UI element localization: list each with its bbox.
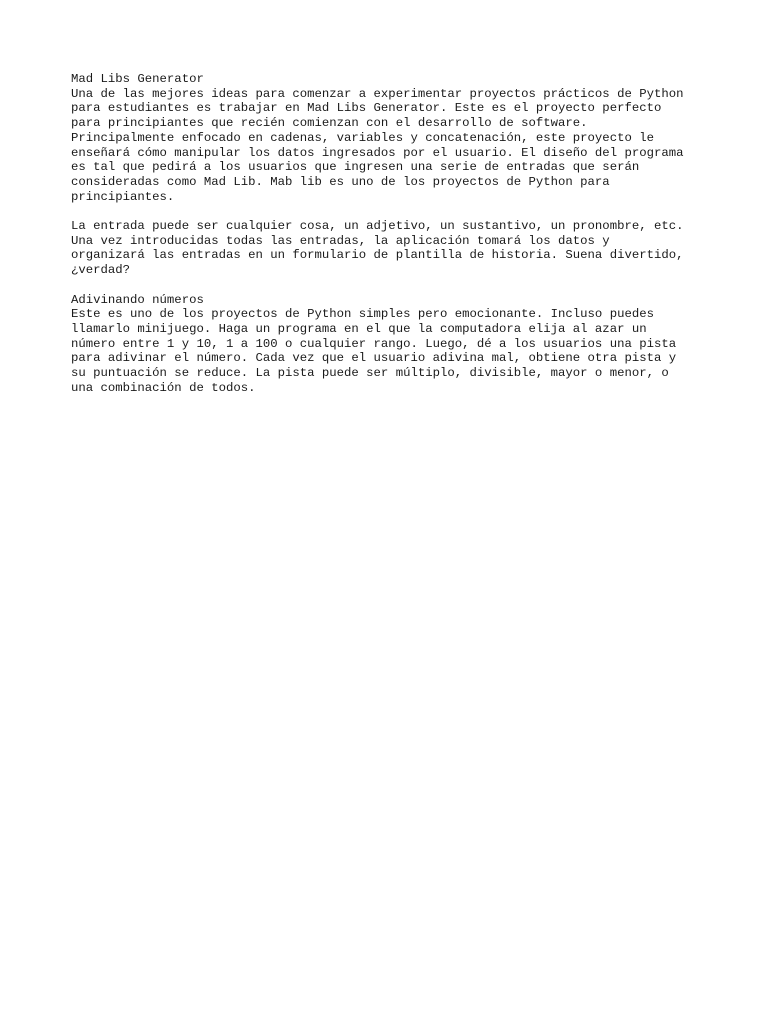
text-line: para principiantes que recién comienzan con el desarrollo de software.	[71, 116, 588, 131]
text-line: Una de las mejores ideas para comenzar a experimentar proyectos prácticos de Python	[71, 86, 684, 101]
text-line: La entrada puede ser cualquier cosa, un adjetivo, un sustantivo, un pronombre, etc.	[71, 219, 684, 234]
text-line: número entre 1 y 10, 1 a 100 o cualquier rango. Luego, dé a los usuarios una pista	[71, 336, 677, 351]
text-line: para adivinar el número. Cada vez que el usuario adivina mal, obtiene otra pista y	[71, 351, 677, 366]
text-line: su puntuación se reduce. La pista puede ser múltiplo, divisible, mayor o menor, o	[71, 366, 669, 381]
section-title: Adivinando números	[71, 292, 204, 307]
text-line: Principalmente enfocado en cadenas, variables y concatenación, este proyecto le	[71, 130, 654, 145]
paragraph	[71, 219, 711, 278]
text-line: consideradas como Mad Lib. Mab lib es uno de los proyectos de Python para	[71, 174, 610, 189]
text-line: para estudiantes es trabajar en Mad Libs Generator. Este es el proyecto perfecto	[71, 101, 662, 116]
text-line: una combinación de todos.	[71, 380, 256, 395]
text-line: es tal que pedirá a los usuarios que ingresen una serie de entradas que serán	[71, 160, 640, 175]
text-line: ¿verdad?	[71, 263, 131, 278]
document-page	[71, 72, 711, 395]
text-line: Una vez introducidas todas las entradas, la aplicación tomará los datos y	[71, 233, 610, 248]
text-line: llamarlo minijuego. Haga un programa en el que la computadora elija al azar un	[71, 321, 647, 336]
section-title: Mad Libs Generator	[71, 72, 204, 86]
section-adivinando-numeros	[71, 293, 711, 396]
paragraph	[71, 307, 711, 395]
text-line: organizará las entradas en un formulario de plantilla de historia. Suena divertido,	[71, 248, 684, 263]
section-gap	[71, 278, 711, 293]
text-line: principiantes.	[71, 189, 175, 204]
paragraph	[71, 87, 711, 205]
paragraph-gap	[71, 204, 711, 219]
text-line: Este es uno de los proyectos de Python simples pero emocionante. Incluso puedes	[71, 307, 654, 322]
section-mad-libs	[71, 72, 711, 278]
text-line: enseñará cómo manipular los datos ingresados por el usuario. El diseño del programa	[71, 145, 684, 160]
